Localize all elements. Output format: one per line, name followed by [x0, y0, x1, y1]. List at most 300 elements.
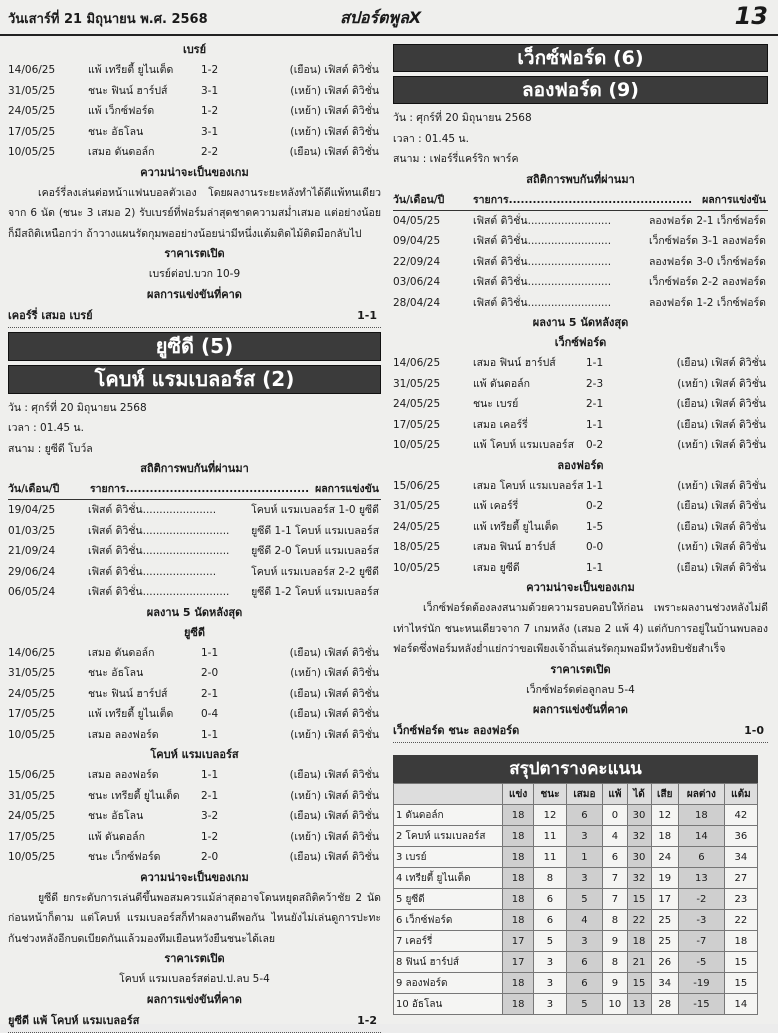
form-score: 2-3	[586, 377, 604, 390]
form-score: 1-1	[201, 728, 219, 741]
h2h-competition: เฟิสต์ ดิวิชั่น.........................	[473, 276, 612, 288]
standings-cell: 5	[534, 931, 566, 952]
form-result: เสมอ ฟินน์ ฮาร์ปส์	[473, 541, 556, 553]
standings-cell: 1	[566, 847, 603, 868]
standings-cell: 18	[503, 973, 534, 994]
standings-row	[394, 931, 758, 952]
form-venue-tag: (เยือน) เฟิสต์ ดิวิชั่น	[676, 500, 766, 512]
form-venue-tag: (เหย้า) เฟิสต์ ดิวิชั่น	[290, 667, 379, 679]
standings-team: 1 ดันดอล์ก	[394, 805, 503, 826]
match-venue: สนาม : เฟอร์รี่แคร์ริก พาร์ค	[393, 153, 519, 165]
form-result: เสมอ โคบห์ แรมเบลอร์ส	[473, 479, 584, 492]
section-heading: ราคาเรตเปิด	[164, 952, 225, 965]
form-row	[393, 537, 768, 558]
standings-cell: 18	[651, 826, 679, 847]
standings-cell: 6	[603, 847, 627, 868]
standings-cell: 34	[651, 973, 679, 994]
standings-header-cell: ชนะ	[534, 784, 566, 805]
form-date: 10/05/25	[8, 851, 56, 863]
h2h-date: 09/04/25	[393, 235, 441, 247]
standings-cell: 19	[651, 868, 679, 889]
section-heading: ผลงาน 5 นัดหลังสุด	[146, 605, 243, 619]
standings-cell: 14	[724, 994, 757, 1015]
h2h-row	[393, 211, 768, 232]
form-score: 1-1	[586, 357, 604, 369]
h2h-result: ยูซีดี 2-0 โคบห์ แรมเบลอร์ส	[251, 545, 379, 557]
form-date: 10/05/25	[8, 728, 56, 741]
h2h-competition: เฟิสต์ ดิวิชั่น.........................	[473, 255, 612, 268]
publication-logo: สปอร์ตพูลX	[340, 8, 422, 27]
form-row	[393, 374, 768, 395]
form-score: 3-1	[201, 125, 219, 138]
form-date: 24/05/25	[393, 398, 441, 410]
standings-cell: 0	[603, 805, 627, 826]
form-date: 10/05/25	[393, 561, 441, 574]
standings-team: 2 โคบห์ แรมเบลอร์ส	[394, 826, 503, 847]
standings-row	[394, 868, 758, 889]
form-result: ชนะ ฟินน์ ฮาร์ปส์	[88, 687, 168, 700]
h2h-header	[8, 479, 381, 500]
standings-team: 5 ยูซีดี	[394, 889, 503, 910]
h2h-result: เว็กซ์ฟอร์ด 3-1 ลองฟอร์ด	[648, 235, 766, 247]
standings-cell: 7	[603, 868, 627, 889]
section-heading: ผลการแข่งขันที่คาด	[147, 992, 242, 1006]
form-venue-tag: (เยือน) เฟิสต์ ดิวิชั่น	[289, 810, 379, 822]
form-score: 1-1	[201, 769, 219, 781]
h2h-row	[8, 582, 381, 603]
standings-cell: 4	[566, 910, 603, 931]
form-row	[393, 415, 768, 436]
form-date: 14/06/25	[8, 646, 56, 659]
standings-team: 10 อัธโลน	[394, 994, 503, 1015]
form-row	[8, 101, 381, 122]
standings-cell: 3	[534, 973, 566, 994]
standings-row	[394, 826, 758, 847]
form-row	[8, 643, 381, 664]
form-score: 1-1	[586, 479, 604, 492]
form-result: ชนะ เทรียตี้ ยูไนเต็ด	[88, 789, 180, 802]
form-result: แพ้ เทรียตี้ ยูไนเต็ด	[473, 520, 559, 533]
h2h-date: 04/05/25	[393, 214, 441, 227]
standings-team: 9 ลองฟอร์ด	[394, 973, 503, 994]
standings-header-team	[394, 784, 503, 805]
h2h-date: 21/09/24	[8, 545, 56, 557]
h2h-competition: เฟิสต์ ดิวิชั่น..........................	[88, 524, 230, 537]
form-venue-tag: (เยือน) เฟิสต์ ดิวิชั่น	[289, 146, 379, 158]
form-venue-tag: (เยือน) เฟิสต์ ดิวิชั่น	[676, 398, 766, 410]
match-venue: สนาม : ยูซีดี โบว์ล	[8, 442, 93, 455]
team-banner: ยูซีดี (5)	[8, 332, 381, 361]
form-row	[393, 496, 768, 517]
standings-cell: 25	[651, 910, 679, 931]
form-venue-tag: (เยือน) เฟิสต์ ดิวิชั่น	[289, 851, 379, 863]
form-score: 2-1	[201, 789, 219, 802]
standings-cell: 4	[603, 826, 627, 847]
standings-header-row	[394, 784, 758, 805]
odds-text: เว็กซ์ฟอร์ดต่อลูกลบ 5-4	[526, 683, 635, 696]
standings-cell: -15	[679, 994, 725, 1015]
form-row	[8, 60, 381, 81]
form-row	[8, 684, 381, 705]
page-header	[0, 0, 778, 36]
h2h-date: 06/05/24	[8, 586, 56, 598]
form-date: 24/05/25	[393, 520, 441, 533]
form-row	[8, 663, 381, 684]
standings-header-cell: แต้ม	[724, 784, 757, 805]
standings-cell: 7	[603, 889, 627, 910]
form-row	[8, 806, 381, 827]
standings-cell: 18	[627, 931, 651, 952]
form-venue-tag: (เหย้า) เฟิสต์ ดิวิชั่น	[290, 728, 379, 741]
standings-cell: 18	[503, 889, 534, 910]
standings-cell: 17	[651, 889, 679, 910]
form-date: 31/05/25	[8, 667, 56, 679]
form-row	[8, 827, 381, 848]
standings-cell: 21	[627, 952, 651, 973]
predicted-result-text: ยูซีดี แพ้ โคบห์ แรมเบลอร์ส	[8, 1013, 140, 1027]
standings-header-cell: ได้	[627, 784, 651, 805]
section-heading: ความน่าจะเป็นของเกม	[140, 870, 249, 884]
h2h-list	[393, 211, 768, 314]
section-heading: ราคาเรตเปิด	[164, 247, 225, 260]
standings-row	[394, 910, 758, 931]
h2h-header-date: วัน/เดือน/ปี	[393, 193, 445, 206]
team-subheading: ลองฟอร์ด	[557, 458, 604, 472]
form-score: 2-0	[201, 667, 219, 679]
h2h-result: ลองฟอร์ด 1-2 เว็กซ์ฟอร์ด	[648, 296, 766, 309]
standings-table	[393, 783, 758, 1015]
form-list	[8, 765, 381, 868]
form-result: แพ้ เทรียตี้ ยูไนเต็ด	[88, 708, 174, 720]
form-date: 15/06/25	[8, 769, 56, 781]
standings-cell: 5	[566, 994, 603, 1015]
form-date: 14/06/25	[393, 357, 441, 369]
standings-row	[394, 847, 758, 868]
standings-cell: 11	[534, 826, 566, 847]
form-venue-tag: (เหย้า) เฟิสต์ ดิวิชั่น	[290, 789, 379, 802]
standings-cell: 18	[503, 868, 534, 889]
form-venue-tag: (เยือน) เฟิสต์ ดิวิชั่น	[676, 357, 766, 369]
standings-cell: 34	[724, 847, 757, 868]
form-score: 1-2	[201, 64, 219, 76]
standings-cell: -19	[679, 973, 725, 994]
form-score: 2-0	[201, 851, 219, 863]
form-venue-tag: (เหย้า) เฟิสต์ ดิวิชั่น	[290, 125, 379, 138]
h2h-row	[393, 293, 768, 314]
form-score: 2-1	[201, 687, 219, 700]
standings-cell: 11	[534, 847, 566, 868]
h2h-date: 19/04/25	[8, 504, 56, 516]
standings-header-cell: แพ้	[603, 784, 627, 805]
h2h-result: โคบห์ แรมเบลอร์ส 2-2 ยูซีดี	[251, 565, 379, 578]
standings-cell: 18	[503, 805, 534, 826]
h2h-result: โคบห์ แรมเบลอร์ส 1-0 ยูซีดี	[251, 504, 379, 516]
standings-cell: 8	[603, 910, 627, 931]
form-row	[8, 725, 381, 746]
form-score: 1-1	[586, 561, 604, 574]
standings-cell: 12	[534, 805, 566, 826]
h2h-result: ลองฟอร์ด 3-0 เว็กซ์ฟอร์ด	[648, 255, 766, 268]
form-score: 3-2	[201, 810, 219, 822]
form-result: เสมอ ยูซีดี	[473, 561, 520, 574]
form-row	[393, 435, 768, 456]
standings-cell: 15	[724, 952, 757, 973]
standings-cell: 15	[724, 973, 757, 994]
form-result: ชนะ อัธโลน	[88, 667, 144, 679]
h2h-row	[8, 562, 381, 583]
form-date: 17/05/25	[8, 708, 56, 720]
form-result: เสมอ เคอร์รี่	[473, 418, 528, 431]
form-result: แพ้ เทรียตี้ ยูไนเต็ด	[88, 64, 174, 76]
standings-cell: 5	[566, 889, 603, 910]
analysis-paragraph: ยูซีดี ยกระดับการเล่นดีขึ้นพอสมควรแม้ล่าสุดอาจโดนหยุดสถิติคว้าชัย 2 นัดก่อนหน้าก็ตาม แต่โคบห์ แรมเบลอร์สก็ทำผลงานดีพอกัน ไหนยังไม่เล่นดูการปะทะกันช่วงหลังอีกบดเบียดกันแล้วมองทีมเยือนหวังยืนชนะได้เลย	[8, 891, 381, 945]
form-result: ชนะ เว็กซ์ฟอร์ด	[88, 851, 161, 863]
form-venue-tag: (เหย้า) เฟิสต์ ดิวิชั่น	[290, 105, 379, 117]
standings-cell: 14	[679, 826, 725, 847]
h2h-date: 28/04/24	[393, 296, 441, 309]
form-date: 31/05/25	[393, 500, 441, 512]
form-date: 24/05/25	[8, 105, 56, 117]
issue-date: วันเสาร์ที่ 21 มิถุนายน พ.ศ. 2568	[8, 12, 208, 27]
form-score: 2-2	[201, 146, 219, 158]
standings-cell: -5	[679, 952, 725, 973]
form-score: 0-2	[586, 500, 604, 512]
form-date: 15/06/25	[393, 479, 441, 492]
form-venue-tag: (เหย้า) เฟิสต์ ดิวิชั่น	[677, 479, 766, 492]
form-date: 24/05/25	[8, 810, 56, 822]
standings-cell: 18	[503, 826, 534, 847]
h2h-result: ยูซีดี 1-1 โคบห์ แรมเบลอร์ส	[251, 524, 379, 537]
standings-header-cell: ผลต่าง	[679, 784, 725, 805]
h2h-date: 01/03/25	[8, 524, 56, 537]
standings-cell: 30	[627, 805, 651, 826]
left-column	[8, 40, 381, 1033]
predicted-score: 1-2	[357, 1013, 377, 1027]
form-list	[8, 643, 381, 746]
right-column	[393, 40, 768, 1015]
standings-cell: 3	[566, 931, 603, 952]
form-date: 31/05/25	[8, 789, 56, 802]
predicted-score: 1-1	[357, 308, 377, 322]
standings-cell: 18	[503, 910, 534, 931]
standings-cell: 17	[503, 931, 534, 952]
predicted-result-text: เว็กซ์ฟอร์ด ชนะ ลองฟอร์ด	[393, 724, 520, 737]
form-result: แพ้ เว็กซ์ฟอร์ด	[88, 105, 155, 117]
form-row	[8, 142, 381, 163]
team-subheading: โคบห์ แรมเบลอร์ส	[150, 748, 239, 761]
standings-title: สรุปตารางคะแนน	[393, 755, 758, 783]
h2h-row	[8, 500, 381, 521]
standings-row	[394, 973, 758, 994]
h2h-date: 22/09/24	[393, 255, 441, 268]
standings-cell: 32	[627, 868, 651, 889]
form-venue-tag: (เยือน) เฟิสต์ ดิวิชั่น	[289, 708, 379, 720]
section-heading: เบรย์	[182, 43, 207, 56]
standings-cell: 6	[534, 910, 566, 931]
predicted-score: 1-0	[744, 724, 764, 737]
standings-row	[394, 952, 758, 973]
form-venue-tag: (เยือน) เฟิสต์ ดิวิชั่น	[676, 520, 766, 533]
standings-row	[394, 805, 758, 826]
h2h-header-result: ผลการแข่งขัน	[702, 193, 766, 206]
form-result: ชนะ อัธโลน	[88, 125, 144, 138]
form-row	[8, 765, 381, 786]
standings-cell: 3	[566, 868, 603, 889]
form-date: 31/05/25	[393, 377, 441, 390]
form-row	[393, 476, 768, 497]
section-heading: ความน่าจะเป็นของเกม	[526, 581, 635, 594]
form-date: 17/05/25	[8, 125, 56, 138]
form-venue-tag: (เหย้า) เฟิสต์ ดิวิชั่น	[677, 377, 766, 390]
h2h-row	[8, 541, 381, 562]
h2h-header-list: รายการ..............................................	[473, 193, 693, 206]
standings-header-cell: เสมอ	[566, 784, 603, 805]
form-venue-tag: (เยือน) เฟิสต์ ดิวิชั่น	[676, 561, 766, 574]
standings-cell: 27	[724, 868, 757, 889]
standings-cell: -7	[679, 931, 725, 952]
standings-cell: 3	[534, 952, 566, 973]
form-venue-tag: (เหย้า) เฟิสต์ ดิวิชั่น	[677, 541, 766, 553]
form-list	[8, 60, 381, 163]
form-venue-tag: (เหย้า) เฟิสต์ ดิวิชั่น	[290, 830, 379, 843]
form-row	[8, 122, 381, 143]
form-score: 0-4	[201, 708, 219, 720]
standings-cell: 15	[627, 973, 651, 994]
h2h-date: 29/06/24	[8, 565, 56, 578]
form-result: ชนะ เบรย์	[473, 398, 519, 410]
section-heading: ราคาเรตเปิด	[550, 662, 611, 676]
h2h-header	[393, 190, 768, 211]
h2h-result: เว็กซ์ฟอร์ด 2-2 ลองฟอร์ด	[648, 276, 766, 288]
standings-team: 6 เว็กซ์ฟอร์ด	[394, 910, 503, 931]
form-result: เสมอ ฟินน์ ฮาร์ปส์	[473, 357, 556, 369]
h2h-row	[393, 231, 768, 252]
predicted-result	[8, 305, 381, 328]
form-result: แพ้ ดันดอล์ก	[473, 377, 530, 390]
h2h-result: ลองฟอร์ด 2-1 เว็กซ์ฟอร์ด	[648, 214, 766, 227]
form-venue-tag: (เหย้า) เฟิสต์ ดิวิชั่น	[677, 439, 766, 451]
match-time: เวลา : 01.45 น.	[8, 422, 84, 434]
predicted-result	[8, 1010, 381, 1033]
odds-text: เบรย์ต่อป.บวก 10-9	[148, 268, 241, 280]
form-score: 0-2	[586, 439, 604, 451]
section-heading: สถิติการพบกันที่ผ่านมา	[526, 172, 635, 186]
standings-cell: 17	[503, 952, 534, 973]
h2h-competition: เฟิสต์ ดิวิชั่น..........................	[88, 586, 230, 598]
section-heading: สถิติการพบกันที่ผ่านมา	[140, 462, 249, 475]
predicted-result	[393, 720, 768, 743]
h2h-list	[8, 500, 381, 603]
form-venue-tag: (เยือน) เฟิสต์ ดิวิชั่น	[289, 64, 379, 76]
standings-cell: 13	[679, 868, 725, 889]
section-heading: ความน่าจะเป็นของเกม	[140, 165, 249, 179]
match-day: วัน : ศุกร์ที่ 20 มิถุนายน 2568	[8, 401, 147, 414]
form-score: 0-0	[586, 541, 604, 553]
h2h-row	[8, 521, 381, 542]
standings-header-cell: เสีย	[651, 784, 679, 805]
team-banner: ลองฟอร์ด (9)	[393, 76, 768, 104]
form-row	[8, 704, 381, 725]
form-result: แพ้ โคบห์ แรมเบลอร์ส	[473, 439, 574, 451]
match-time: เวลา : 01.45 น.	[393, 132, 469, 145]
form-venue-tag: (เยือน) เฟิสต์ ดิวิชั่น	[289, 646, 379, 659]
form-date: 10/05/25	[8, 146, 56, 158]
team-banner: เว็กซ์ฟอร์ด (6)	[393, 44, 768, 72]
form-score: 1-1	[586, 418, 604, 431]
form-date: 18/05/25	[393, 541, 441, 553]
standings-cell: 18	[503, 847, 534, 868]
form-score: 3-1	[201, 84, 219, 97]
standings-cell: 6	[566, 805, 603, 826]
form-score: 2-1	[586, 398, 604, 410]
form-date: 17/05/25	[8, 830, 56, 843]
standings-row	[394, 994, 758, 1015]
form-date: 14/06/25	[8, 64, 56, 76]
form-score: 1-1	[201, 646, 219, 659]
form-score: 1-2	[201, 830, 219, 843]
form-row	[393, 353, 768, 374]
form-row	[393, 394, 768, 415]
standings-cell: 23	[724, 889, 757, 910]
standings-cell: 36	[724, 826, 757, 847]
form-score: 1-5	[586, 520, 604, 533]
standings-cell: 15	[627, 889, 651, 910]
standings-row	[394, 889, 758, 910]
standings-cell: 13	[627, 994, 651, 1015]
standings-cell: 3	[534, 994, 566, 1015]
standings-cell: 6	[534, 889, 566, 910]
form-row	[8, 81, 381, 102]
standings-cell: 26	[651, 952, 679, 973]
analysis-paragraph: เว็กซ์ฟอร์ดต้องลงสนามด้วยความรอบคอบให้ก่อน เพราะผลงานช่วงหลังไม่ดีเท่าไหร่นัก ชนะหนเดียวจาก 7 เกมหลัง (เสมอ 2 แพ้ 4) แต่กับการอยู่ในบ้านพบลองฟอร์ดซึ่งฟอร์มหลังย่ำแย่กว่าขอเพียงเจ้าถิ่นเล่นรัดกุมพอมีหวังหยิบชัยสำเร็จ	[393, 602, 768, 655]
standings-team: 3 เบรย์	[394, 847, 503, 868]
h2h-competition: เฟิสต์ ดิวิชั่น.........................	[473, 214, 612, 227]
predicted-result-text: เคอร์รี่ เสมอ เบรย์	[8, 308, 93, 322]
team-subheading: เว็กซ์ฟอร์ด	[554, 336, 607, 349]
standings-cell: 18	[503, 994, 534, 1015]
standings-body	[394, 805, 758, 1015]
standings-cell: 25	[651, 931, 679, 952]
standings-cell: 22	[724, 910, 757, 931]
h2h-header-list: รายการ..............................................	[90, 483, 310, 495]
standings-cell: 6	[566, 973, 603, 994]
section-heading: ผลงาน 5 นัดหลังสุด	[532, 316, 629, 329]
form-date: 24/05/25	[8, 687, 56, 700]
h2h-row	[393, 252, 768, 273]
h2h-competition: เฟิสต์ ดิวิชั่น.........................	[473, 296, 612, 309]
form-date: 10/05/25	[393, 439, 441, 451]
form-result: แพ้ เคอร์รี่	[473, 500, 519, 512]
form-row	[8, 847, 381, 868]
form-result: เสมอ ลองฟอร์ด	[88, 769, 159, 781]
standings-team: 7 เคอร์รี่	[394, 931, 503, 952]
standings-cell: 18	[679, 805, 725, 826]
section-heading: ผลการแข่งขันที่คาด	[533, 703, 628, 716]
team-banner: โคบห์ แรมเบลอร์ส (2)	[8, 365, 381, 394]
standings-cell: -3	[679, 910, 725, 931]
standings-cell: 18	[724, 931, 757, 952]
standings-team: 4 เทรียตี้ ยูไนเต็ด	[394, 868, 503, 889]
standings-cell: 9	[603, 973, 627, 994]
form-row	[8, 786, 381, 807]
standings-team: 8 ฟินน์ ฮาร์ปส์	[394, 952, 503, 973]
h2h-header-result: ผลการแข่งขัน	[315, 483, 379, 495]
form-list	[393, 353, 768, 456]
form-result: เสมอ ลองฟอร์ด	[88, 728, 159, 741]
h2h-date: 03/06/24	[393, 276, 441, 288]
form-venue-tag: (เยือน) เฟิสต์ ดิวิชั่น	[289, 769, 379, 781]
h2h-competition: เฟิสต์ ดิวิชั่น.........................	[473, 235, 612, 247]
